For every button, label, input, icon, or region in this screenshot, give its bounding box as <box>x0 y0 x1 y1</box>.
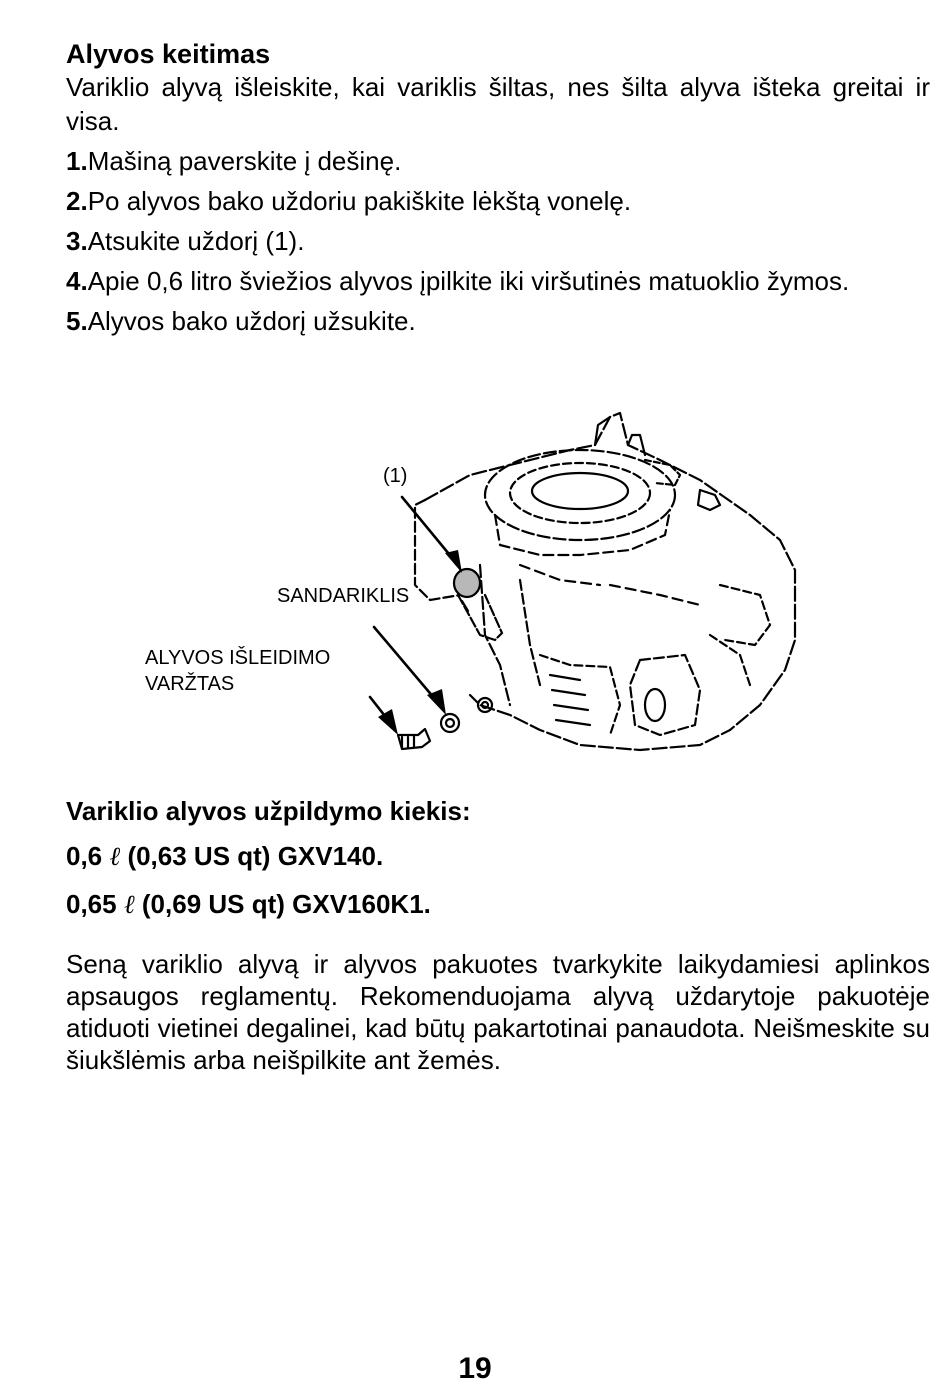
capacity-line-gxv160k1 <box>66 888 431 921</box>
step-item <box>66 184 930 218</box>
step-number: 4. <box>66 266 88 296</box>
step-item <box>66 264 930 298</box>
litre-symbol: ℓ <box>123 890 135 920</box>
step-item <box>66 224 930 258</box>
step-text: Po alyvos bako uždoriu pakiškite lėkštą vonelę. <box>87 186 632 216</box>
capacity-model: (0,69 US qt) GXV160K1. <box>134 889 431 919</box>
steps-list <box>66 144 930 338</box>
drain-bolt-label-line2: VARŽTAS <box>145 673 235 695</box>
step-item <box>66 144 930 178</box>
section-title: Alyvos keitimas <box>66 39 271 69</box>
capacity-value: 0,6 <box>66 841 110 871</box>
litre-symbol: ℓ <box>109 842 121 872</box>
step-item <box>66 304 930 338</box>
instructions-block <box>66 38 930 344</box>
intro-paragraph: Variklio alyvą išleiskite, kai variklis šiltas, nes šilta alyva išteka greitai ir visa. <box>66 72 930 136</box>
capacity-model: (0,63 US qt) GXV140. <box>120 841 384 871</box>
step-text: Alyvos bako uždorį užsukite. <box>87 306 416 336</box>
step-text: Mašiną paverskite į dešinę. <box>87 146 402 176</box>
step-number: 5. <box>66 306 88 336</box>
seal-label: SANDARIKLIS <box>277 585 410 607</box>
engine-drawing <box>140 405 820 770</box>
step-number: 2. <box>66 186 88 216</box>
step-number: 3. <box>66 226 88 256</box>
drain-bolt-label-line1: ALYVOS IŠLEIDIMO <box>145 647 331 669</box>
page-number: 19 <box>458 1352 492 1385</box>
step-text: Apie 0,6 litro šviežios alyvos įpilkite iki viršutinės matuoklio žymos. <box>87 266 850 296</box>
cap-label: (1) <box>383 465 408 487</box>
step-text: Atsukite uždorį (1). <box>87 226 305 256</box>
capacity-line-gxv140 <box>66 840 383 873</box>
drain-bolt-label <box>145 645 330 697</box>
disposal-paragraph: Seną variklio alyvą ir alyvos pakuotes tvarkykite laikydamiesi aplinkos apsaugos reglamentų. Rekomenduojama alyvą uždarytoje pakuotėje atiduoti vietinei degalinei, kad būtų pakartotinai panaudota. Neišmeskite su šiukšlėmis arba neišpilkite ant žemės. <box>66 949 930 1075</box>
capacity-heading: Variklio alyvos užpildymo kiekis: <box>66 796 471 826</box>
step-number: 1. <box>66 146 88 176</box>
capacity-value: 0,65 <box>66 889 124 919</box>
engine-illustration <box>140 405 820 770</box>
